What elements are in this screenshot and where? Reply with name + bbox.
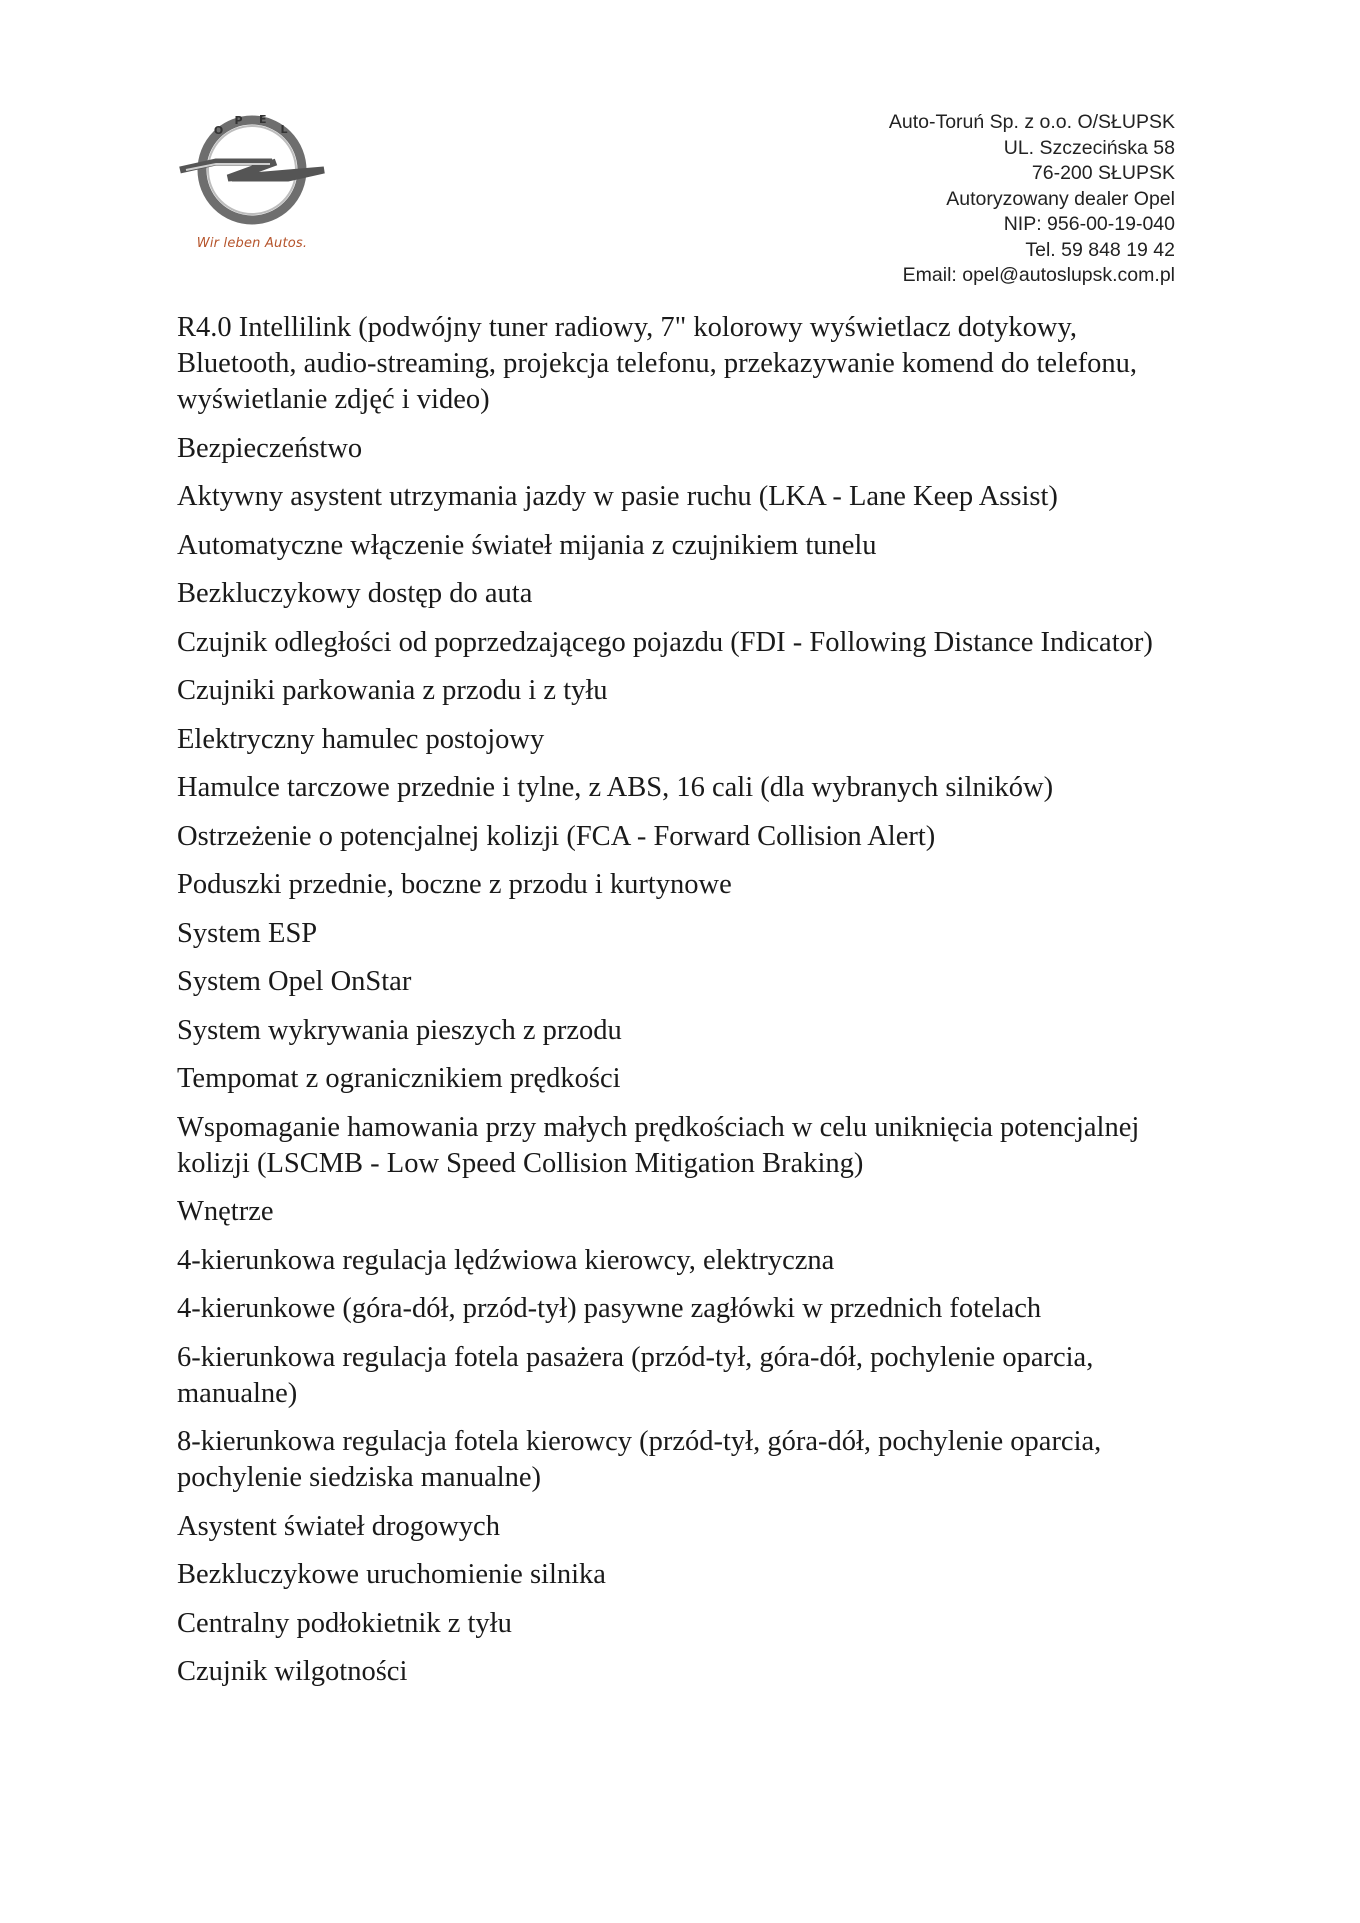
logo-letter: O <box>213 124 224 138</box>
list-item: Hamulce tarczowe przednie i tylne, z ABS, 16 cali (dla wybranych silników) <box>177 772 1054 803</box>
section-heading-interior: Wnętrze <box>177 1196 274 1227</box>
dealer-description: Autoryzowany dealer Opel <box>946 187 1175 210</box>
list-item: System Opel OnStar <box>177 966 412 997</box>
section-heading-safety: Bezpieczeństwo <box>177 432 363 464</box>
list-item: Aktywny asystent utrzymania jazdy w pasie ruchu (LKA - Lane Keep Assist) <box>177 481 1058 512</box>
list-item: System wykrywania pieszych z przodu <box>177 1014 622 1046</box>
dealer-address-block <box>889 110 1175 289</box>
list-item: R4.0 Intellilink (podwójny tuner radiowy, 7" kolorowy wyświetlacz dotykowy, Bluetooth, audio-streaming, projekcja telefonu, przekazywanie komend do telefonu, wyświetlanie zdjęć i video) <box>177 312 1137 415</box>
list-item: Automatyczne włączenie świateł mijania z czujnikiem tunelu <box>177 529 877 561</box>
dealer-phone: Tel. 59 848 19 42 <box>1025 238 1175 261</box>
list-item: Bezkluczykowy dostęp do auta <box>177 578 533 609</box>
list-item: 8-kierunkowa regulacja fotela kierowcy (przód-tył, góra-dół, pochylenie oparcia, pochylenie siedziska manualne) <box>177 1426 1102 1493</box>
logo-letter: E <box>259 113 267 127</box>
list-item: Poduszki przednie, boczne z przodu i kurtynowe <box>177 869 732 900</box>
list-item: Czujniki parkowania z przodu i z tyłu <box>177 675 608 706</box>
dealer-nip: NIP: 956-00-19-040 <box>1003 213 1175 235</box>
list-item: Tempomat z ogranicznikiem prędkości <box>177 1063 621 1094</box>
list-item: 6-kierunkowa regulacja fotela pasażera (przód-tył, góra-dół, pochylenie oparcia, manualne) <box>177 1341 1094 1409</box>
list-item: 4-kierunkowa regulacja lędźwiowa kierowcy, elektryczna <box>177 1244 835 1276</box>
list-item: Czujnik odległości od poprzedzającego pojazdu (FDI - Following Distance Indicator) <box>177 626 1153 658</box>
list-item: System ESP <box>177 917 318 949</box>
list-item: Bezkluczykowe uruchomienie silnika <box>177 1559 606 1590</box>
list-item: Wspomaganie hamowania przy małych prędkościach w celu uniknięcia potencjalnej kolizji (LSCMB - Low Speed Collision Mitigation Braking) <box>177 1111 1140 1179</box>
list-item: 4-kierunkowe (góra-dół, przód-tył) pasywne zagłówki w przednich fotelach <box>177 1293 1042 1324</box>
dealer-email: Email: opel@autoslupsk.com.pl <box>902 264 1175 286</box>
equipment-list <box>177 310 1187 1703</box>
logo-letter: L <box>280 123 288 136</box>
dealer-street: UL. Szczecińska 58 <box>1003 136 1175 159</box>
dealer-company-name: Auto-Toruń Sp. z o.o. O/SŁUPSK <box>888 111 1175 133</box>
list-item: Elektryczny hamulec postojowy <box>177 723 545 755</box>
list-item: Centralny podłokietnik z tyłu <box>177 1607 512 1639</box>
logo-letter: P <box>234 113 243 127</box>
list-item: Ostrzeżenie o potencjalnej kolizji (FCA - Forward Collision Alert) <box>177 820 936 852</box>
dealer-postal-city: 76-200 SŁUPSK <box>1031 162 1175 184</box>
list-item: Asystent świateł drogowych <box>177 1510 500 1542</box>
list-item: Czujnik wilgotności <box>177 1656 408 1687</box>
logo-slogan: Wir leben Autos. <box>196 236 308 251</box>
